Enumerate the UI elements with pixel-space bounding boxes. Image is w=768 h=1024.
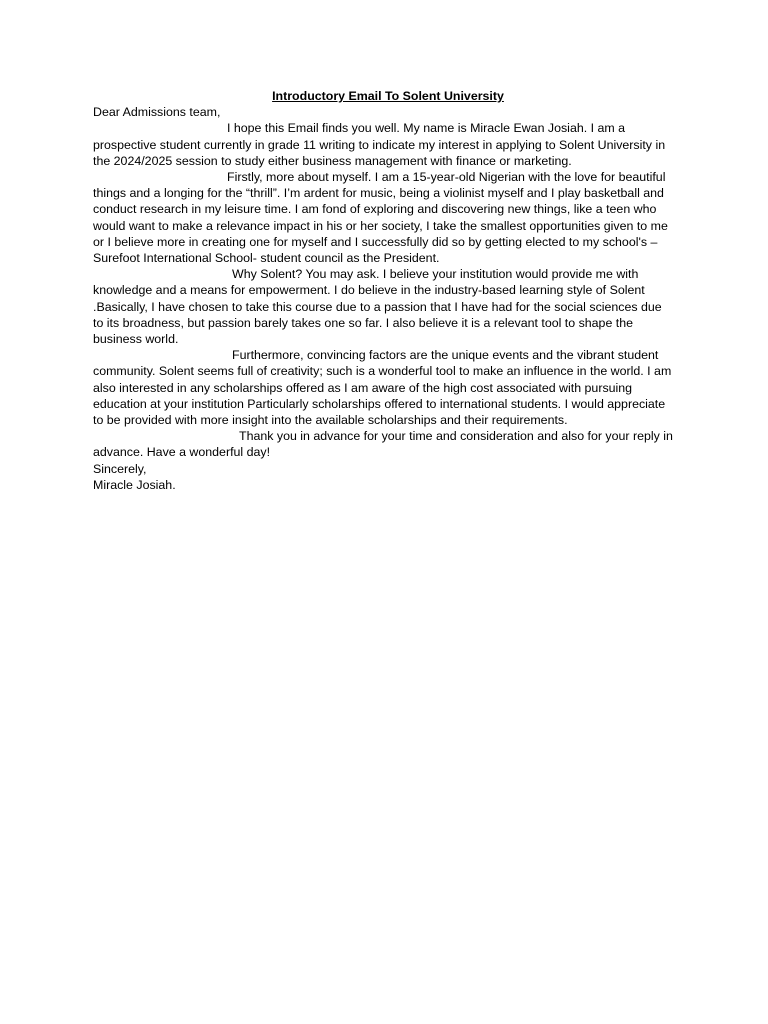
closing: Sincerely,	[93, 461, 147, 476]
paragraph-why-solent: Why Solent? You may ask. I believe your institution would provide me with knowledge and a means for empowerment. I do believe in the industry-based learning style of Solent .Basically, I have chosen to take this course due to a passion that I have had for the social sciences due to its broadness, but passion barely takes one so far. I also believe it is a relevant tool to shape the business world.	[93, 267, 662, 347]
salutation: Dear Admissions team,	[93, 105, 221, 120]
paragraph-introduction: I hope this Email finds you well. My name is Miracle Ewan Josiah. I am a prospective student currently in grade 11 writing to indicate my interest in applying to Solent University in the 2024/2025 session to study either business management with finance or marketing.	[93, 121, 666, 168]
signature: Miracle Josiah.	[93, 477, 176, 492]
letter-body	[93, 88, 675, 493]
document-title: Introductory Email To Solent University	[272, 89, 504, 103]
paragraph-thank-you: Thank you in advance for your time and consideration and also for your reply in advance. Have a wonderful day!	[93, 429, 673, 460]
paragraph-furthermore: Furthermore, convincing factors are the unique events and the vibrant student community. Solent seems full of creativity; such is a wonderful tool to make an influence in the world. I am also interested in any scholarships offered as I am aware of the high cost associated with pursuing education at your institution Particularly scholarships offered to international students. I would appreciate to be provided with more insight into the available scholarships and their requirements.	[93, 348, 672, 428]
paragraph-about-myself: Firstly, more about myself. I am a 15-year-old Nigerian with the love for beautiful things and a longing for the “thrill”. I’m ardent for music, being a violinist myself and I play basketball and conduct research in my leisure time. I am fond of exploring and discovering new things, like a teen who would want to make a relevance impact in his or her society, I take the smallest opportunities given to me or I believe more in creating one for myself and I successfully did so by getting elected to my school's –Surefoot International School- student council as the President.	[93, 170, 668, 266]
